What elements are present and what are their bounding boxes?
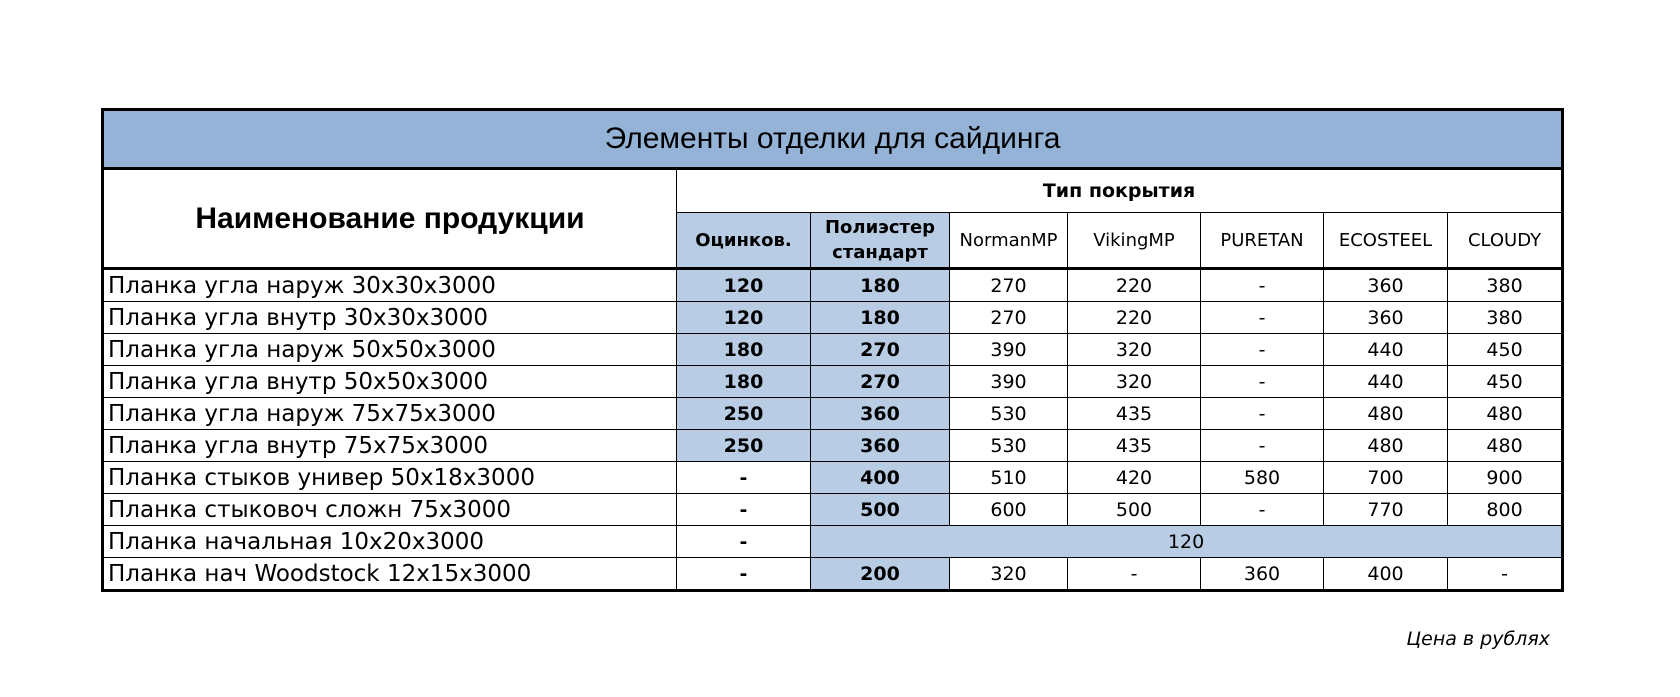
product-name-cell: Планка нач Woodstock 12х15х3000: [103, 558, 677, 591]
price-cell: 700: [1324, 462, 1448, 494]
price-cell: 420: [1068, 462, 1201, 494]
price-cell: 200: [811, 558, 950, 591]
price-cell: 435: [1068, 398, 1201, 430]
table-row: [103, 558, 1563, 591]
price-cell: 270: [950, 302, 1068, 334]
price-cell: -: [1448, 558, 1563, 591]
table-row: [103, 269, 1563, 302]
column-header-galvanized: Оцинков.: [677, 213, 811, 269]
price-cell: 580: [1201, 462, 1324, 494]
price-cell: 450: [1448, 366, 1563, 398]
price-cell: 250: [677, 430, 811, 462]
price-cell: 180: [677, 366, 811, 398]
product-name-header: Наименование продукции: [103, 169, 677, 269]
price-cell: 800: [1448, 494, 1563, 526]
column-header-polyester: Полиэстер стандарт: [811, 213, 950, 269]
price-cell: 450: [1448, 334, 1563, 366]
table-title: Элементы отделки для сайдинга: [103, 110, 1563, 169]
product-name-cell: Планка угла наруж 75х75х3000: [103, 398, 677, 430]
price-cell: 510: [950, 462, 1068, 494]
price-cell: 480: [1324, 430, 1448, 462]
product-name-cell: Планка начальная 10х20х3000: [103, 526, 677, 558]
table-row: [103, 302, 1563, 334]
column-header-normanmp: NormanMP: [950, 213, 1068, 269]
price-cell: 220: [1068, 269, 1201, 302]
price-cell-merged: 120: [811, 526, 1563, 558]
price-cell: 380: [1448, 269, 1563, 302]
price-cell: 360: [1324, 269, 1448, 302]
column-header-puretan: PURETAN: [1201, 213, 1324, 269]
price-cell: 480: [1448, 398, 1563, 430]
price-cell: 180: [677, 334, 811, 366]
price-cell: -: [1201, 334, 1324, 366]
price-cell: 360: [811, 398, 950, 430]
price-cell: 390: [950, 334, 1068, 366]
price-cell: 320: [1068, 334, 1201, 366]
table-row: [103, 494, 1563, 526]
table-row: [103, 526, 1563, 558]
table-row: [103, 462, 1563, 494]
column-header-vikingmp: VikingMP: [1068, 213, 1201, 269]
price-cell: 120: [677, 302, 811, 334]
price-cell: 530: [950, 430, 1068, 462]
price-cell: 440: [1324, 366, 1448, 398]
price-cell: -: [677, 558, 811, 591]
price-cell: 400: [1324, 558, 1448, 591]
price-cell: -: [1201, 398, 1324, 430]
product-name-cell: Планка угла наруж 50х50х3000: [103, 334, 677, 366]
product-name-cell: Планка угла внутр 50х50х3000: [103, 366, 677, 398]
price-cell: 360: [1201, 558, 1324, 591]
coating-type-header: Тип покрытия: [677, 169, 1563, 213]
column-header-cloudy: CLOUDY: [1448, 213, 1563, 269]
price-cell: 770: [1324, 494, 1448, 526]
price-cell: -: [677, 526, 811, 558]
price-cell: 500: [1068, 494, 1201, 526]
price-cell: -: [1068, 558, 1201, 591]
product-name-cell: Планка стыков универ 50х18х3000: [103, 462, 677, 494]
product-name-cell: Планка угла наруж 30х30х3000: [103, 269, 677, 302]
product-name-cell: Планка угла внутр 30х30х3000: [103, 302, 677, 334]
price-cell: 380: [1448, 302, 1563, 334]
table-row: [103, 398, 1563, 430]
table-row: [103, 366, 1563, 398]
price-cell: 480: [1324, 398, 1448, 430]
price-cell: -: [1201, 302, 1324, 334]
price-table: [101, 108, 1564, 592]
column-header-ecosteel: ECOSTEEL: [1324, 213, 1448, 269]
price-cell: -: [677, 462, 811, 494]
price-cell: 120: [677, 269, 811, 302]
price-cell: 270: [811, 334, 950, 366]
price-cell: 360: [1324, 302, 1448, 334]
price-cell: 250: [677, 398, 811, 430]
price-cell: -: [1201, 494, 1324, 526]
currency-note: Цена в рублях: [1406, 628, 1550, 650]
price-cell: 600: [950, 494, 1068, 526]
product-name-cell: Планка стыковоч сложн 75х3000: [103, 494, 677, 526]
price-cell: -: [677, 494, 811, 526]
price-cell: 220: [1068, 302, 1201, 334]
price-cell: -: [1201, 366, 1324, 398]
price-cell: -: [1201, 430, 1324, 462]
price-cell: 180: [811, 302, 950, 334]
table-row: [103, 334, 1563, 366]
price-cell: 320: [950, 558, 1068, 591]
price-cell: 440: [1324, 334, 1448, 366]
product-name-cell: Планка угла внутр 75х75х3000: [103, 430, 677, 462]
table-row: [103, 430, 1563, 462]
price-cell: 500: [811, 494, 950, 526]
price-cell: 530: [950, 398, 1068, 430]
price-cell: 270: [811, 366, 950, 398]
price-cell: 390: [950, 366, 1068, 398]
price-cell: 320: [1068, 366, 1201, 398]
price-cell: -: [1201, 269, 1324, 302]
price-cell: 435: [1068, 430, 1201, 462]
price-cell: 900: [1448, 462, 1563, 494]
price-cell: 400: [811, 462, 950, 494]
price-table-wrapper: [101, 108, 1561, 592]
price-cell: 270: [950, 269, 1068, 302]
price-cell: 480: [1448, 430, 1563, 462]
price-cell: 360: [811, 430, 950, 462]
price-cell: 180: [811, 269, 950, 302]
